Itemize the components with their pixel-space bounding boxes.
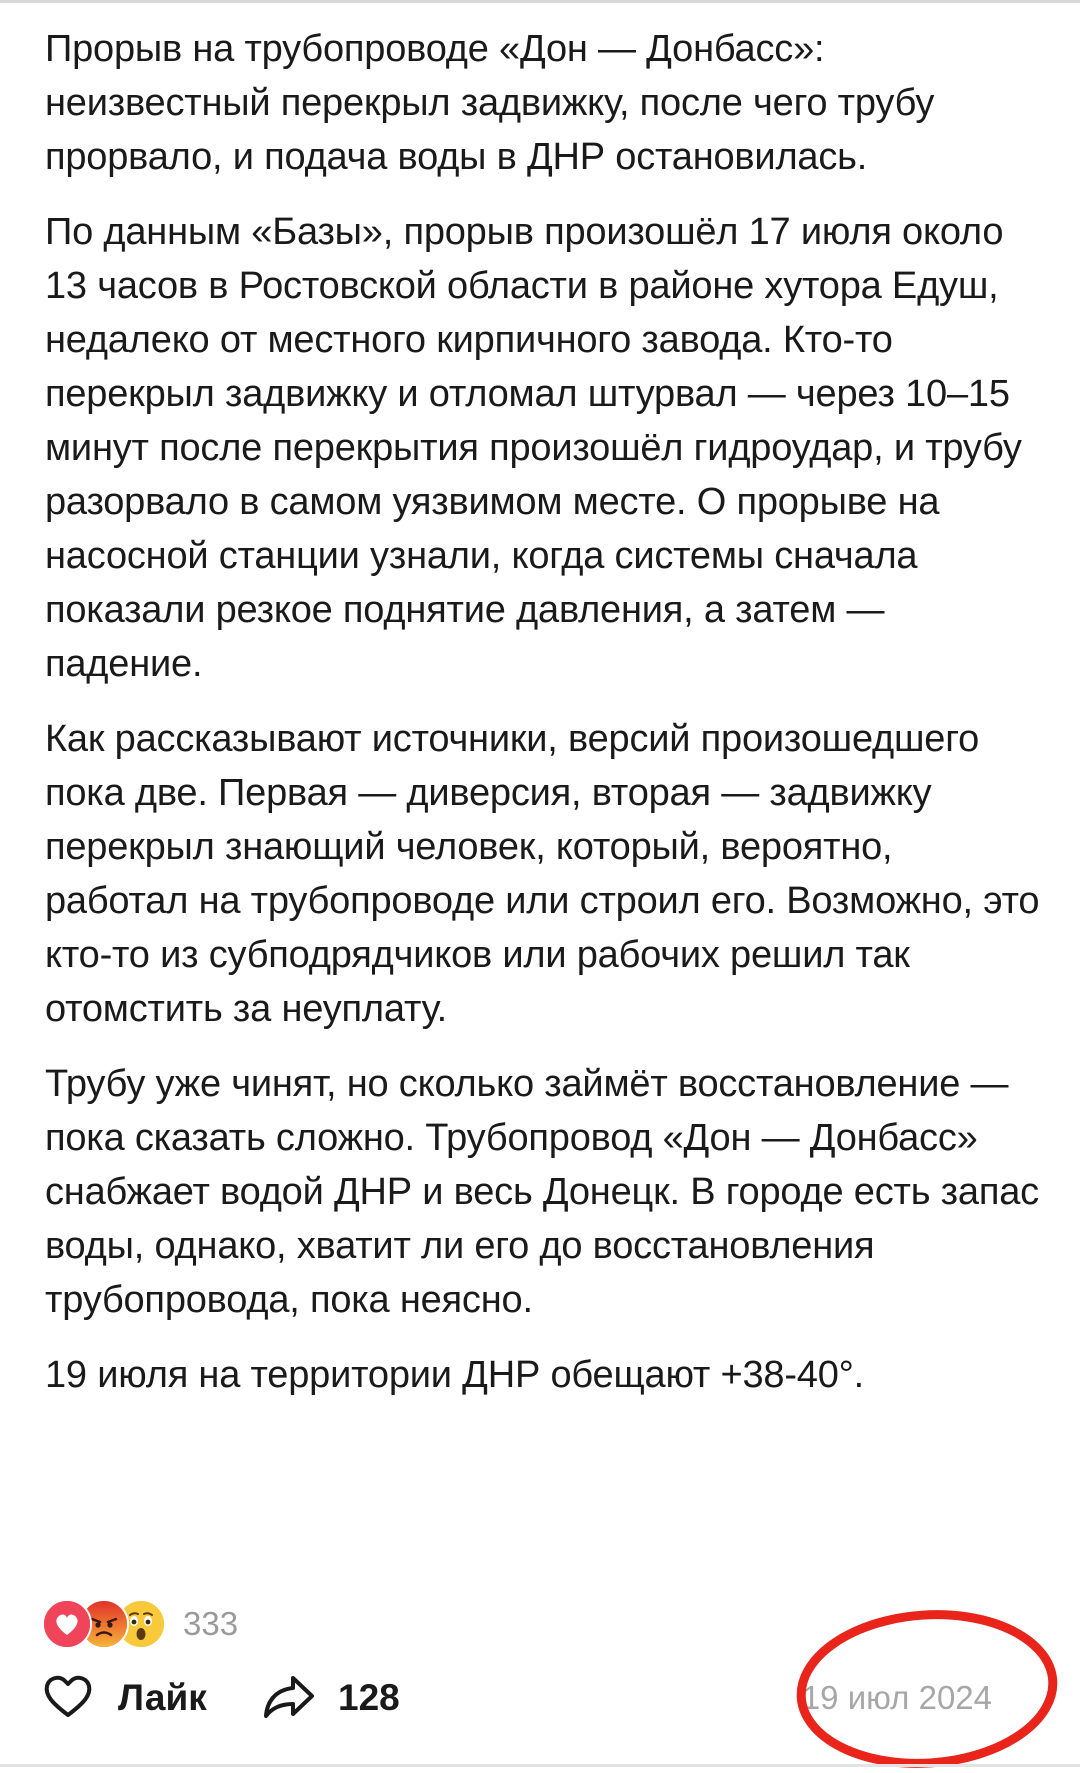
post-paragraph-4: Трубу уже чинят, но сколько займёт восстановление — пока сказать сложно. Трубопровод «Дон — Донбасс» снабжает водой ДНР и весь Донецк. В городе есть запас воды, однако, хватит ли его до восстановления трубопровода, пока неясно. — [45, 1063, 1039, 1321]
post-paragraph-5: 19 июля на территории ДНР обещают +38-40°. — [45, 1354, 865, 1396]
like-label: Лайк — [118, 1677, 207, 1718]
bottom-divider — [0, 1764, 1080, 1767]
top-divider — [0, 0, 1080, 3]
share-button[interactable] — [262, 1670, 400, 1726]
share-count: 128 — [338, 1677, 400, 1718]
post-paragraph-1: Прорыв на трубопроводе «Дон — Донбасс»: неизвестный перекрыл задвижку, после чего трубу прорвало, и подача воды в ДНР остановилась. — [45, 28, 935, 178]
reaction-count: 333 — [183, 1605, 239, 1642]
heart-reaction-icon — [42, 1599, 92, 1649]
post-paragraph-3: Как рассказывают источники, версий произошедшего пока две. Первая — диверсия, вторая — задвижку перекрыл знающий человек, который, вероятно, работал на трубопроводе или строил его. Возможно, это кто-то из субподрядчиков или рабочих решил так отомстить за неуплату. — [45, 718, 1040, 1030]
share-arrow-icon — [262, 1672, 316, 1725]
reactions-summary[interactable] — [42, 1598, 238, 1650]
like-button[interactable] — [42, 1670, 207, 1726]
heart-outline-icon — [42, 1673, 94, 1724]
post-text — [45, 22, 1045, 1423]
post-paragraph-2: По данным «Базы», прорыв произошёл 17 июля около 13 часов в Ростовской области в районе хутора Едуш, недалеко от местного кирпичного завода. Кто-то перекрыл задвижку и отломал штурвал — через 10–15 минут после перекрытия произошёл гидроудар, и трубу разорвало в самом уязвимом месте. О прорыве на насосной станции узнали, когда системы сначала показали резкое поднятие давления, а затем — падение. — [45, 211, 1022, 685]
post-date: 19 июл 2024 — [801, 1679, 992, 1716]
post-actions-bar — [42, 1666, 1042, 1730]
reaction-icons — [42, 1599, 167, 1649]
